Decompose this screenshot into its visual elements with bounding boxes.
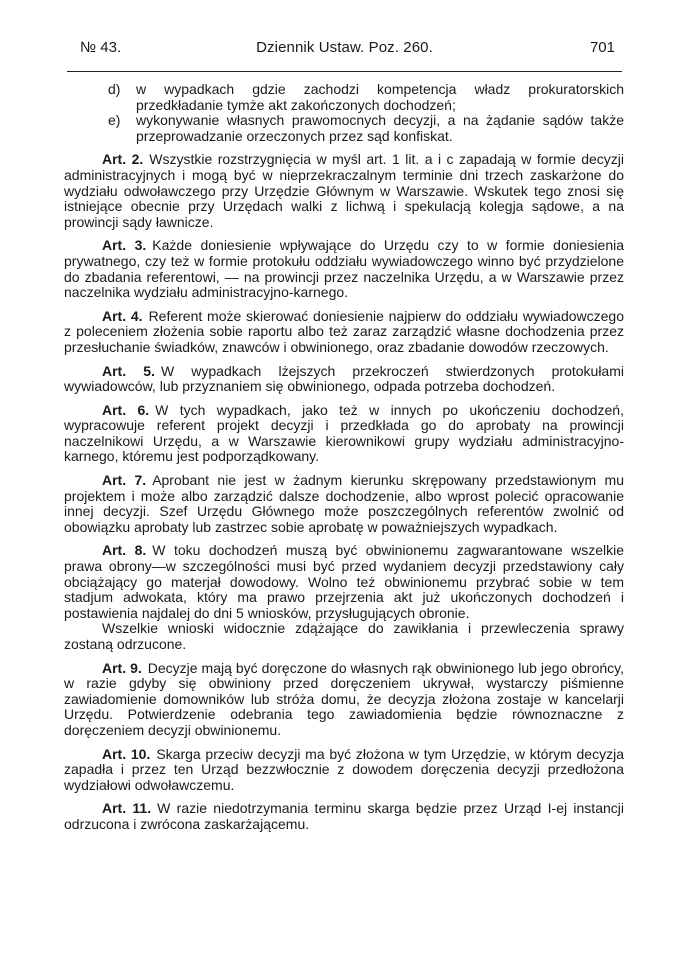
article-label: Art. 9. bbox=[102, 659, 142, 676]
article-9 bbox=[64, 661, 624, 739]
article-text: Skarga przeciw decyzji ma być złożona w tym Urzędzie, w którym decyzja zapadła i przez ten Urząd bezzwłocznie z dowodem doręczenia decyzji przedłożona wydziałowi odwoławczemu. bbox=[64, 745, 624, 793]
page-header bbox=[67, 38, 622, 58]
article-label: Art. 6. bbox=[102, 401, 150, 418]
article-text: W toku dochodzeń muszą być obwinionemu zagwarantowane wszelkie prawa obrony—w szczególności musi być przed wydaniem decyzji przedstawiony cały obciążający go materjał dowodowy. Wolno też obwinionemu przybrać sobie w tem stadjum adwokata, który ma prawo przejrzenia akt już ukończonych dochodzeń i postawienia najdalej do dni 5 wniosków, przysługujących obronie. bbox=[64, 542, 624, 621]
list-marker: d) bbox=[108, 81, 121, 97]
article-label: Art. 8. bbox=[102, 542, 147, 559]
article-label: Art. 2. bbox=[102, 151, 144, 168]
article-label: Art. 3. bbox=[102, 237, 147, 254]
article-text: Każde doniesienie wpływające do Urzędu czy to w formie doniesienia prywatnego, czy też w formie protokułu oddziału wywiadowczego winno być przydzielone do zbadania referentowi, — na prowincji przez naczelnika Urzędu, a w Warszawie przez naczelnika wydziału administracyjno-karnego. bbox=[64, 237, 624, 301]
list-item-d bbox=[108, 82, 624, 113]
article-text: Referent może skierować doniesienie najpierw do oddziału wywiadowczego z poleceniem złożenia sobie raportu albo też zaraz zarządzić własne dochodzenia przez przesłuchanie świadków, znawców i obwinionego, oraz zbadanie dowodów rzeczowych. bbox=[64, 307, 624, 355]
article-text: Wszelkie wnioski widocznie zdążające do zawikłania i przewleczenia sprawy zostaną odrzucone. bbox=[64, 620, 624, 652]
article-text: Decyzje mają być doręczone do własnych rąk obwinionego lub jego obrońcy, w razie gdyby się obwiniony przed doręczeniem ukrywał, wystarczy piśmienne zawiadomienie domowników lub stróża domu, że decyzja złożona zostaje w kancelarji Urzędu. Potwierdzenie odebrania tego zawiadomienia będzie równoznaczne z doręczeniem decyzji obwinionemu. bbox=[64, 659, 624, 738]
article-6 bbox=[64, 403, 624, 465]
list-marker: e) bbox=[108, 112, 121, 129]
header-rule bbox=[67, 71, 622, 72]
article-text: Aprobant nie jest w żadnym kierunku skrępowany przedstawionym mu projektem i może albo zarządzić dalsze dochodzenie, albo wprost polecić opracowanie innej decyzji. Szef Urzędu Głównego może poszczególnych referentów zwolnić od obowiązku aprobaty lub zastrzec sobie aprobatę w poważniejszych wypadkach. bbox=[64, 472, 624, 535]
article-5 bbox=[64, 364, 624, 395]
article-4 bbox=[64, 309, 624, 356]
article-8 bbox=[64, 543, 624, 621]
list-text: w wypadkach gdzie zachodzi kompetencja władz prokuratorskich przedkładanie tymże akt zakończonych dochodzeń; bbox=[136, 81, 624, 113]
article-text: W razie niedotrzymania terminu skarga będzie przez Urząd I-ej instancji odrzucona i zwrócona zaskarżającemu. bbox=[64, 800, 624, 832]
article-label: Art. 5. bbox=[102, 362, 155, 379]
article-3 bbox=[64, 238, 624, 300]
article-11 bbox=[64, 801, 624, 832]
article-text: W tych wypadkach, jako też w innych po ukończeniu dochodzeń, wypracowuje referent projekt decyzji i przedkłada go do aprobaty na prowincji naczelnikowi Urzędu, a w Warszawie kierownikowi grupy wydziału administracyjno-karnego, któremu jest podporządkowany. bbox=[64, 401, 624, 465]
article-8-continuation bbox=[64, 621, 624, 652]
page-number: 701 bbox=[589, 39, 615, 56]
article-label: Art. 4. bbox=[102, 307, 143, 324]
article-label: Art. 11. bbox=[102, 800, 152, 817]
journal-title: Dziennik Ustaw. Poz. 260. bbox=[256, 39, 433, 56]
article-text: W wypadkach lżejszych przekroczeń stwierdzonych protokułami wywiadowców, lub przyznaniem się obwinionego, odpada potrzeba dochodzeń. bbox=[64, 362, 624, 395]
list-text: wykonywanie własnych prawomocnych decyzji, a na żądanie sądów także przeprowadzanie orzeczonych przez sąd konfiskat. bbox=[136, 112, 624, 144]
article-label: Art. 7. bbox=[102, 472, 147, 489]
article-2 bbox=[64, 152, 624, 230]
article-text: Wszystkie rozstrzygnięcia w myśl art. 1 lit. a i c zapadają w formie decyzji administracyjnych i mogą być w nieprzekraczalnym terminie dni trzech zaskarżone do wydziału odwoławczego przy Urzędzie Głównym w Warszawie. Wskutek tego znosi się istniejące obecnie przy Urzędach walki z lichwą i spekulacją kolegja sądowe, a na prowincji sądy ławnicze. bbox=[64, 151, 624, 230]
article-7 bbox=[64, 473, 624, 535]
issue-number: № 43. bbox=[80, 39, 122, 56]
document-body bbox=[64, 82, 624, 833]
list-item-e bbox=[108, 113, 624, 144]
article-10 bbox=[64, 747, 624, 794]
article-label: Art. 10. bbox=[102, 745, 151, 762]
